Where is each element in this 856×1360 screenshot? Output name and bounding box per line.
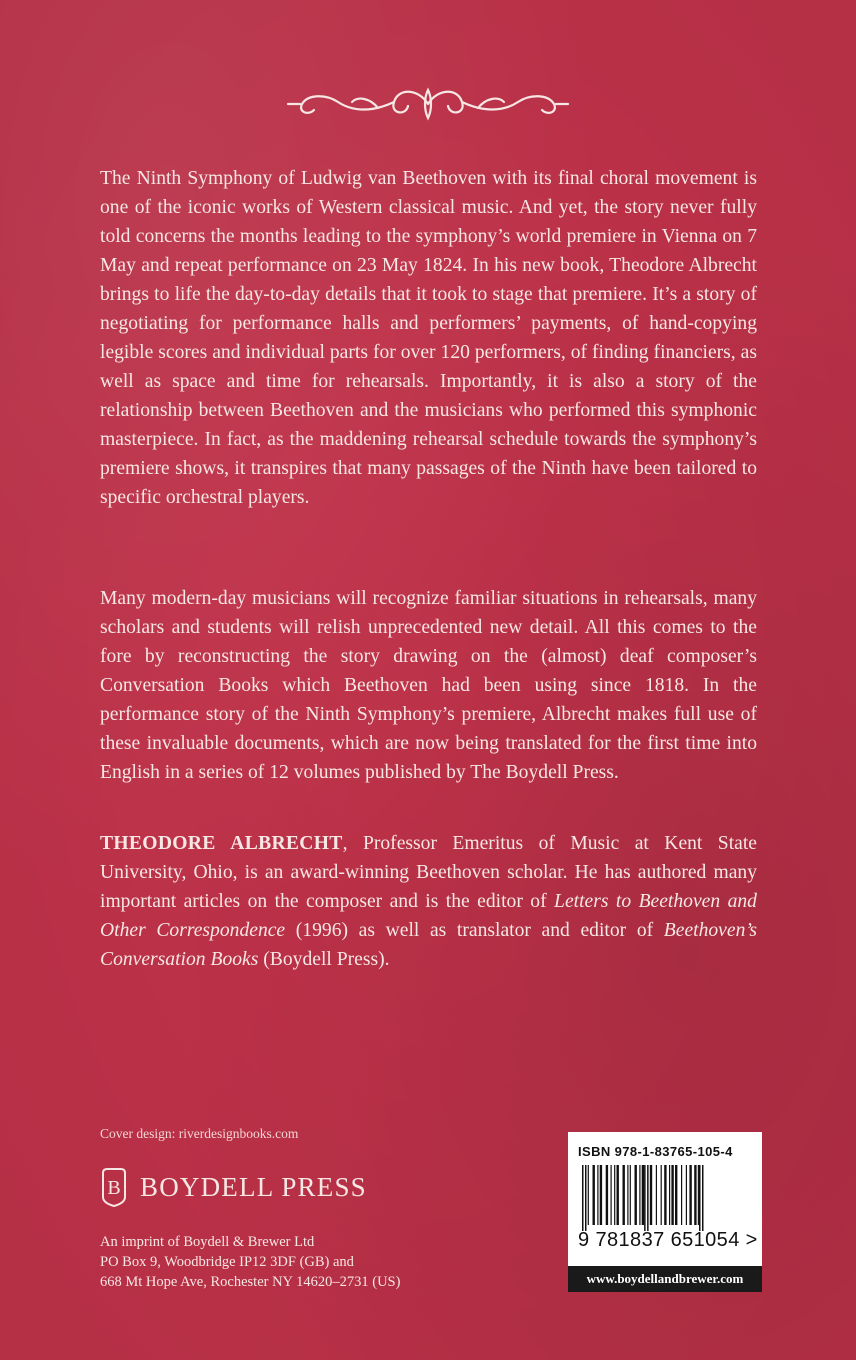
author-name: THEODORE ALBRECHT <box>100 833 343 854</box>
barcode-bar <box>597 1165 598 1225</box>
isbn-label: ISBN 978-1-83765-105-4 <box>578 1144 733 1159</box>
barcode-bar <box>582 1165 584 1231</box>
description-paragraph-2: Many modern-day musicians will recognize familiar situations in rehearsals, many scholars and students will relish unprecedented new detail. All this comes to the fore by reconstructing the story drawing on the (almost) deaf composer’s Conversation Books which Beethoven had been using since 1818. In the performance story of the Ninth Symphony’s premiere, Albrecht makes full use of these invaluable documents, which are now being translated for the first time into English in a series of 12 volumes published by The Boydell Press. <box>100 588 757 783</box>
imprint-line: An imprint of Boydell & Brewer Ltd <box>100 1234 315 1250</box>
barcode-bar <box>611 1165 612 1225</box>
book-title-letters: Letters to Beethoven and Other Correspondence <box>100 891 757 941</box>
barcode-bar <box>699 1165 701 1231</box>
barcode-bar <box>661 1165 662 1225</box>
barcode-bar <box>642 1165 644 1225</box>
barcode-bar <box>671 1165 673 1225</box>
barcode-bar <box>675 1165 677 1225</box>
barcode-bar <box>647 1165 649 1231</box>
barcode-digits: 9 781837 651054 > <box>578 1229 758 1251</box>
barcode-bar <box>702 1165 704 1231</box>
logo-letter: B <box>107 1177 121 1199</box>
barcode-bar <box>650 1165 652 1225</box>
author-bio-text-1: , Professor Emeritus of Music at Kent State University, Ohio, is an award-winning Beethoven scholar. He has authored many important articles on the composer and is the editor of <box>100 833 757 912</box>
publisher-name: BOYDELL PRESS <box>140 1171 367 1202</box>
description-paragraph-1: The Ninth Symphony of Ludwig van Beethoven with its final choral movement is one of the iconic works of Western classical music. And yet, the story never fully told concerns the months leading to the symphony’s world premiere in Vienna on 7 May and repeat performance on 23 May 1824. In his new book, Theodore Albrecht brings to life the day-to-day details that it took to stage that premiere. It’s a story of negotiating for performance halls and performers’ payments, of hand-copying legible scores and individual parts for over 120 performers, of finding financiers, as well as space and time for rehearsals. Importantly, it is also a story of the relationship between Beethoven and the musicians who performed this symphonic masterpiece. In fact, as the maddening rehearsal schedule towards the symphony’s premiere shows, it transpires that many passages of the Ninth have been tailored to specific orchestral players. <box>100 168 757 508</box>
cover-design-credit: Cover design: riverdesignbooks.com <box>100 1126 299 1141</box>
barcode-bar <box>627 1165 628 1225</box>
barcode-bar <box>623 1165 625 1225</box>
imprint-line: PO Box 9, Woodbridge IP12 3DF (GB) and <box>100 1254 354 1270</box>
barcode-bar <box>606 1165 608 1225</box>
publisher-logo <box>100 1167 367 1207</box>
barcode-bar <box>617 1165 619 1225</box>
imprint-address <box>100 1232 400 1292</box>
barcode-bar <box>614 1165 615 1225</box>
barcode-bar <box>698 1165 699 1225</box>
barcode-bar <box>689 1165 691 1225</box>
barcode-bar <box>681 1165 682 1225</box>
barcode-bar <box>600 1165 602 1225</box>
ornament-flourish-icon <box>278 80 578 128</box>
barcode-bar <box>585 1165 587 1231</box>
barcode-bar <box>694 1165 696 1225</box>
barcode-icon <box>578 1165 752 1231</box>
publisher-website: www.boydellandbrewer.com <box>568 1266 762 1292</box>
barcode-bar <box>639 1165 640 1225</box>
author-bio-text-3: (Boydell Press). <box>258 949 390 970</box>
barcode-bar <box>686 1165 687 1225</box>
barcode-bar <box>635 1165 637 1225</box>
barcode-bar <box>644 1165 646 1231</box>
imprint-line: 668 Mt Hope Ave, Rochester NY 14620–2731 (US) <box>100 1274 401 1290</box>
author-bio <box>100 829 757 974</box>
book-title-conversation-books: Beethoven’s Conversation Books <box>100 920 757 970</box>
barcode-bar <box>664 1165 666 1225</box>
boydell-shield-icon <box>100 1167 128 1207</box>
barcode-bar <box>593 1165 595 1225</box>
barcode-bar <box>630 1165 631 1225</box>
author-bio-text-2: (1996) as well as translator and editor of <box>285 920 664 941</box>
barcode-bar <box>588 1165 589 1225</box>
barcode-bar <box>669 1165 670 1225</box>
barcode-bar <box>656 1165 657 1225</box>
